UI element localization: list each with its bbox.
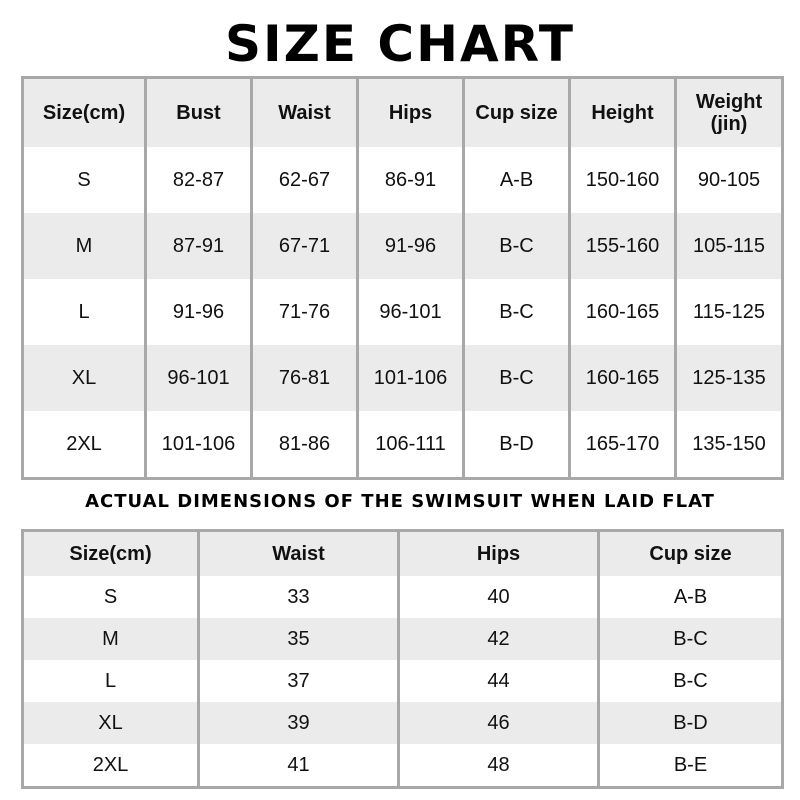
cell-size: L: [23, 279, 146, 345]
cell-waist: 71-76: [252, 279, 358, 345]
cell-cup-size: A-B: [599, 576, 783, 618]
table-row: [23, 702, 783, 744]
cell-height: 160-165: [570, 345, 676, 411]
cell-size: M: [23, 618, 199, 660]
cell-cup-size: B-C: [599, 660, 783, 702]
table-row: [23, 345, 783, 411]
cell-cup-size: B-E: [599, 744, 783, 788]
cell-hips: 106-111: [358, 411, 464, 479]
cell-hips: 46: [399, 702, 599, 744]
cell-bust: 101-106: [146, 411, 252, 479]
cell-size: 2XL: [23, 744, 199, 788]
table-row: [23, 660, 783, 702]
cell-cup-size: B-C: [464, 345, 570, 411]
header-hips: Hips: [358, 78, 464, 148]
table-row: [23, 147, 783, 213]
header-waist: Waist: [252, 78, 358, 148]
page-title: SIZE CHART: [224, 15, 576, 73]
header-cup-size: Cup size: [464, 78, 570, 148]
header-bust: Bust: [146, 78, 252, 148]
header-size: Size(cm): [23, 531, 199, 577]
cell-waist: 37: [199, 660, 399, 702]
cell-size: M: [23, 213, 146, 279]
cell-weight: 105-115: [676, 213, 783, 279]
table-header-row: [23, 78, 783, 148]
cell-height: 160-165: [570, 279, 676, 345]
cell-waist: 76-81: [252, 345, 358, 411]
cell-weight: 135-150: [676, 411, 783, 479]
cell-weight: 125-135: [676, 345, 783, 411]
cell-cup-size: B-C: [464, 213, 570, 279]
table-row: [23, 576, 783, 618]
table-row: [23, 744, 783, 788]
table-row: [23, 618, 783, 660]
cell-weight: 90-105: [676, 147, 783, 213]
cell-waist: 67-71: [252, 213, 358, 279]
header-height: Height: [570, 78, 676, 148]
table-row: [23, 213, 783, 279]
cell-cup-size: B-D: [464, 411, 570, 479]
section-subtitle: ACTUAL DIMENSIONS OF THE SWIMSUIT WHEN LAID FLAT: [85, 491, 715, 512]
cell-hips: 44: [399, 660, 599, 702]
cell-cup-size: B-C: [599, 618, 783, 660]
cell-bust: 96-101: [146, 345, 252, 411]
cell-cup-size: A-B: [464, 147, 570, 213]
cell-size: L: [23, 660, 199, 702]
header-size: Size(cm): [23, 78, 146, 148]
cell-size: S: [23, 147, 146, 213]
cell-bust: 87-91: [146, 213, 252, 279]
cell-waist: 35: [199, 618, 399, 660]
header-waist: Waist: [199, 531, 399, 577]
header-weight: Weight (jin): [676, 78, 783, 148]
cell-hips: 91-96: [358, 213, 464, 279]
cell-weight: 115-125: [676, 279, 783, 345]
cell-cup-size: B-C: [464, 279, 570, 345]
cell-waist: 41: [199, 744, 399, 788]
cell-hips: 96-101: [358, 279, 464, 345]
cell-bust: 91-96: [146, 279, 252, 345]
cell-size: XL: [23, 345, 146, 411]
cell-hips: 86-91: [358, 147, 464, 213]
table-header-row: [23, 531, 783, 577]
cell-height: 155-160: [570, 213, 676, 279]
flat-dimensions-table: [21, 529, 784, 789]
cell-size: 2XL: [23, 411, 146, 479]
cell-waist: 81-86: [252, 411, 358, 479]
cell-bust: 82-87: [146, 147, 252, 213]
cell-hips: 101-106: [358, 345, 464, 411]
cell-height: 165-170: [570, 411, 676, 479]
table-row: [23, 279, 783, 345]
cell-hips: 42: [399, 618, 599, 660]
cell-waist: 39: [199, 702, 399, 744]
cell-height: 150-160: [570, 147, 676, 213]
table-row: [23, 411, 783, 479]
cell-waist: 33: [199, 576, 399, 618]
header-hips: Hips: [399, 531, 599, 577]
size-chart-table: [21, 76, 784, 480]
cell-hips: 40: [399, 576, 599, 618]
cell-size: S: [23, 576, 199, 618]
header-cup-size: Cup size: [599, 531, 783, 577]
cell-hips: 48: [399, 744, 599, 788]
cell-cup-size: B-D: [599, 702, 783, 744]
cell-size: XL: [23, 702, 199, 744]
cell-waist: 62-67: [252, 147, 358, 213]
